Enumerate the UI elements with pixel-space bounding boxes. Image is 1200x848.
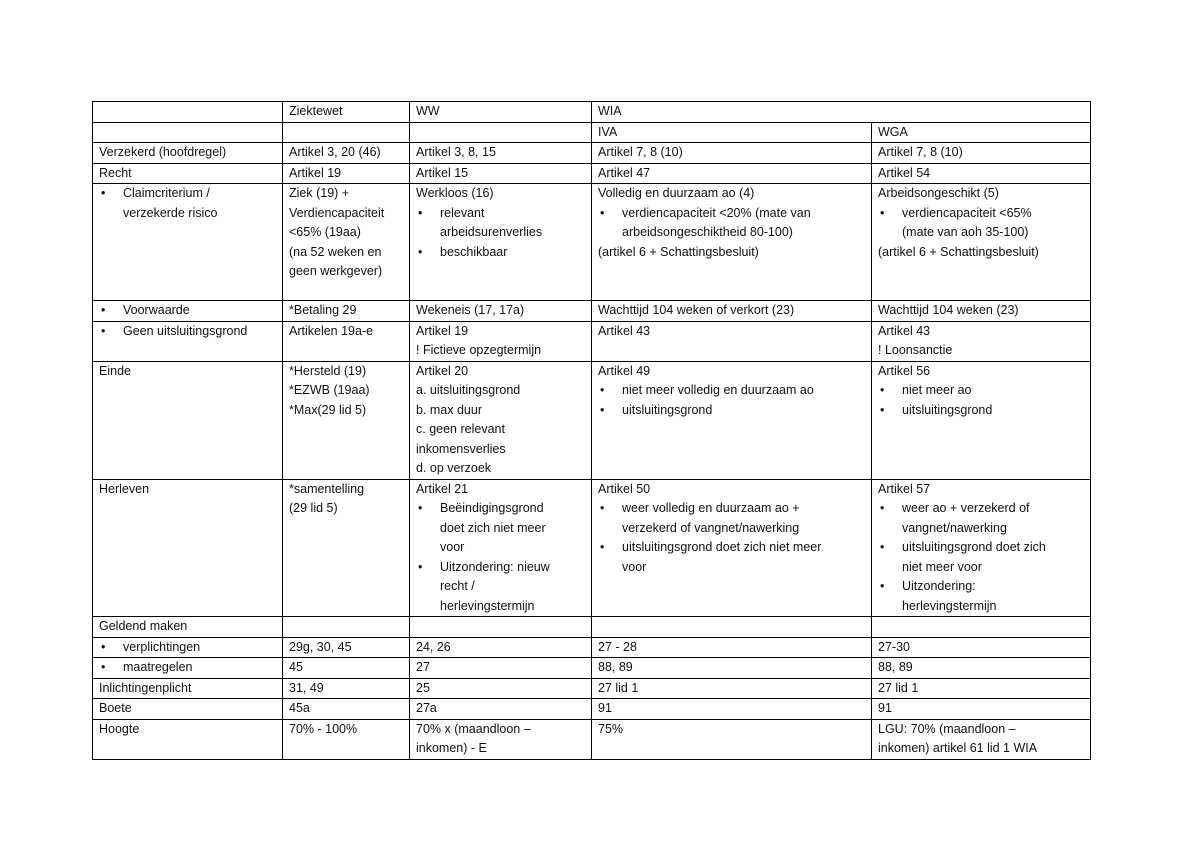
table-cell: 27 lid 1	[592, 678, 872, 699]
text-line: Artikel 56	[878, 363, 931, 378]
text-line: (artikel 6 + Schattingsbesluit)	[598, 244, 759, 259]
row-label	[93, 637, 283, 658]
table-row	[93, 479, 1091, 617]
table-cell	[410, 361, 592, 479]
row-label: Inlichtingenplicht	[93, 678, 283, 699]
bullet-icon: •	[101, 186, 106, 200]
text-line: relevant	[440, 205, 485, 220]
table-cell: Artikel 43	[592, 321, 872, 361]
text-line: niet meer volledig en duurzaam ao	[622, 383, 814, 397]
text-line: arbeidsurenverlies	[440, 225, 543, 239]
text-line: verplichtingen	[123, 639, 201, 654]
column-header-ww: WW	[410, 102, 592, 123]
table-header-row	[93, 102, 1091, 123]
text-line: verzekerde risico	[123, 205, 218, 220]
bullet-item	[99, 322, 276, 342]
table-row	[93, 678, 1091, 699]
bullet-icon: •	[600, 383, 605, 397]
table-cell	[872, 321, 1091, 361]
row-label	[93, 321, 283, 361]
bullet-icon: •	[600, 402, 605, 417]
bullet-icon: •	[880, 540, 885, 554]
table-cell: 31, 49	[283, 678, 410, 699]
bullet-item	[416, 204, 585, 243]
table-row	[93, 184, 1091, 301]
row-label: Verzekerd (hoofdregel)	[93, 143, 283, 164]
text-line: verdiencapaciteit <65%	[902, 205, 1032, 220]
table-cell: Artikel 7, 8 (10)	[872, 143, 1091, 164]
table-cell	[410, 479, 592, 617]
bullet-item	[878, 204, 1084, 243]
table-cell: 24, 26	[410, 637, 592, 658]
table-cell: 91	[592, 699, 872, 720]
bullet-item	[598, 381, 865, 401]
table-cell	[93, 122, 283, 143]
bullet-item	[878, 401, 1084, 421]
bullet-icon: •	[880, 383, 885, 397]
table-cell: 91	[872, 699, 1091, 720]
text-line: b. max duur	[416, 402, 483, 417]
text-line: <65% (19aa)	[289, 225, 361, 239]
bullet-icon: •	[101, 323, 106, 338]
text-line: vangnet/nawerking	[902, 520, 1007, 535]
table-row	[93, 301, 1091, 322]
table-cell	[283, 479, 410, 617]
text-line: weer ao + verzekerd of	[902, 501, 1030, 515]
bullet-item	[99, 658, 276, 678]
text-line: (29 lid 5)	[289, 501, 338, 515]
bullet-icon: •	[418, 205, 423, 220]
bullet-icon: •	[880, 501, 885, 515]
table-cell	[410, 719, 592, 759]
table-row	[93, 143, 1091, 164]
table-cell: Artikel 3, 8, 15	[410, 143, 592, 164]
table-cell: *Betaling 29	[283, 301, 410, 322]
table-cell: 88, 89	[592, 658, 872, 679]
text-line: *samentelling	[289, 481, 365, 496]
row-label: Herleven	[93, 479, 283, 617]
text-line: Ziek (19) +	[289, 186, 350, 200]
bullet-item	[878, 499, 1084, 538]
bullet-item	[598, 401, 865, 421]
text-line: inkomensverlies	[416, 441, 506, 456]
table-cell	[872, 719, 1091, 759]
row-label	[93, 301, 283, 322]
text-line: *EZWB (19aa)	[289, 383, 370, 397]
table-cell: Wachttijd 104 weken of verkort (23)	[592, 301, 872, 322]
table-cell: Artikel 19	[283, 163, 410, 184]
row-label: Einde	[93, 361, 283, 479]
bullet-icon: •	[418, 559, 423, 574]
text-line: Verdiencapaciteit	[289, 205, 385, 220]
row-label	[93, 184, 283, 301]
table-row	[93, 637, 1091, 658]
bullet-icon: •	[101, 639, 106, 654]
table-cell	[283, 617, 410, 638]
table-row	[93, 658, 1091, 679]
table-cell: Artikel 54	[872, 163, 1091, 184]
table-cell: 27 - 28	[592, 637, 872, 658]
table-cell	[592, 617, 872, 638]
text-line: weer volledig en duurzaam ao +	[622, 501, 800, 515]
text-line: verdiencapaciteit <20% (mate van	[622, 205, 811, 220]
text-line: Uitzondering: nieuw	[440, 559, 550, 574]
text-line: Claimcriterium /	[123, 186, 210, 200]
text-line: niet meer ao	[902, 383, 972, 397]
bullet-item	[416, 243, 585, 263]
text-line: Beëindigingsgrond	[440, 501, 544, 515]
text-line: inkomen) - E	[416, 741, 487, 755]
table-row	[93, 699, 1091, 720]
text-line: niet meer voor	[902, 559, 982, 574]
text-line: Artikel 20	[416, 363, 469, 378]
bullet-icon: •	[101, 660, 106, 674]
text-line: Volledig en duurzaam ao (4)	[598, 186, 755, 200]
row-label: Boete	[93, 699, 283, 720]
table-cell: Artikel 3, 20 (46)	[283, 143, 410, 164]
text-line: doet zich niet meer	[440, 520, 546, 535]
bullet-item	[416, 499, 585, 558]
bullet-icon: •	[418, 501, 423, 515]
text-line: herlevingstermijn	[440, 598, 535, 613]
text-line: maatregelen	[123, 660, 193, 674]
table-row	[93, 617, 1091, 638]
text-line: c. geen relevant	[416, 422, 505, 436]
text-line: (na 52 weken en	[289, 244, 382, 259]
text-line: inkomen) artikel 61 lid 1 WIA	[878, 741, 1038, 755]
table-row	[93, 719, 1091, 759]
bullet-item	[878, 381, 1084, 401]
column-header-iva: IVA	[592, 122, 872, 143]
table-cell	[592, 361, 872, 479]
table-cell	[410, 617, 592, 638]
table-cell: 75%	[592, 719, 872, 759]
bullet-item	[878, 577, 1084, 616]
bullet-item	[99, 184, 276, 223]
bullet-icon: •	[600, 501, 605, 515]
text-line: Arbeidsongeschikt (5)	[878, 186, 999, 200]
row-label: Recht	[93, 163, 283, 184]
text-line: 70% x (maandloon –	[416, 721, 531, 736]
table-cell	[592, 479, 872, 617]
text-line: uitsluitingsgrond doet zich niet meer	[622, 540, 822, 554]
table-cell	[283, 184, 410, 301]
table-cell	[93, 102, 283, 123]
table-cell: 29g, 30, 45	[283, 637, 410, 658]
text-line: Artikel 49	[598, 363, 651, 378]
table-cell	[872, 617, 1091, 638]
table-row	[93, 321, 1091, 361]
text-line: a. uitsluitingsgrond	[416, 383, 521, 397]
bullet-icon: •	[880, 402, 885, 417]
table-cell: Artikel 47	[592, 163, 872, 184]
text-line: Voorwaarde	[123, 303, 190, 317]
bullet-item	[878, 538, 1084, 577]
table-cell: 27	[410, 658, 592, 679]
table-cell: 45a	[283, 699, 410, 720]
column-header-ziektewet: Ziektewet	[283, 102, 410, 123]
table-cell	[283, 361, 410, 479]
comparison-table	[92, 101, 1091, 760]
text-line: Artikel 43	[878, 323, 931, 338]
text-line: Artikel 57	[878, 481, 931, 496]
table-subheader-row	[93, 122, 1091, 143]
table-cell: 27-30	[872, 637, 1091, 658]
row-label: Geldend maken	[93, 617, 283, 638]
table-cell	[410, 122, 592, 143]
bullet-item	[598, 538, 865, 577]
bullet-item	[598, 499, 865, 538]
bullet-item	[99, 301, 276, 321]
table-cell: 70% - 100%	[283, 719, 410, 759]
table-cell: Artikel 15	[410, 163, 592, 184]
bullet-icon: •	[880, 579, 885, 593]
table-cell	[410, 321, 592, 361]
bullet-icon: •	[418, 244, 423, 259]
row-label: Hoogte	[93, 719, 283, 759]
bullet-item	[99, 638, 276, 658]
table-cell: Wekeneis (17, 17a)	[410, 301, 592, 322]
text-line: Geen uitsluitingsgrond	[123, 323, 248, 338]
bullet-item	[598, 204, 865, 243]
text-line: beschikbaar	[440, 244, 508, 259]
table-cell	[872, 479, 1091, 617]
text-line: Artikel 19	[416, 323, 469, 338]
table-cell	[592, 184, 872, 301]
table-row	[93, 163, 1091, 184]
table-cell: Artikelen 19a-e	[283, 321, 410, 361]
table-cell: 45	[283, 658, 410, 679]
text-line: uitsluitingsgrond	[622, 402, 713, 417]
text-line: arbeidsongeschiktheid 80-100)	[622, 225, 793, 239]
text-line: *Hersteld (19)	[289, 363, 367, 378]
text-line: uitsluitingsgrond	[902, 402, 993, 417]
text-line: Artikel 50	[598, 481, 651, 496]
table-cell	[410, 184, 592, 301]
column-header-wia: WIA	[592, 102, 1091, 123]
text-line: (artikel 6 + Schattingsbesluit)	[878, 244, 1039, 259]
table-cell: Wachttijd 104 weken (23)	[872, 301, 1091, 322]
text-line: uitsluitingsgrond doet zich	[902, 540, 1046, 554]
text-line: Uitzondering:	[902, 579, 976, 593]
bullet-icon: •	[600, 205, 605, 220]
text-line: *Max(29 lid 5)	[289, 402, 367, 417]
text-line: d. op verzoek	[416, 461, 492, 475]
table-cell: 27a	[410, 699, 592, 720]
table-cell: 25	[410, 678, 592, 699]
text-line: herlevingstermijn	[902, 598, 997, 613]
text-line: voor	[440, 540, 465, 554]
bullet-icon: •	[880, 205, 885, 220]
text-line: ! Loonsanctie	[878, 343, 953, 357]
table-cell: 27 lid 1	[872, 678, 1091, 699]
bullet-icon: •	[600, 540, 605, 554]
text-line: (mate van aoh 35-100)	[902, 225, 1029, 239]
text-line: geen werkgever)	[289, 264, 383, 278]
text-line: recht /	[440, 579, 475, 593]
table-cell: Artikel 7, 8 (10)	[592, 143, 872, 164]
row-label	[93, 658, 283, 679]
text-line: Werkloos (16)	[416, 186, 494, 200]
table-row	[93, 361, 1091, 479]
text-line: verzekerd of vangnet/nawerking	[622, 520, 800, 535]
text-line: Artikel 21	[416, 481, 469, 496]
text-line: LGU: 70% (maandloon –	[878, 721, 1016, 736]
table-cell	[872, 184, 1091, 301]
column-header-wga: WGA	[872, 122, 1091, 143]
table-cell	[872, 361, 1091, 479]
text-line: voor	[622, 559, 647, 574]
table-cell	[283, 122, 410, 143]
bullet-item	[416, 558, 585, 617]
bullet-icon: •	[101, 303, 106, 317]
text-line: ! Fictieve opzegtermijn	[416, 343, 542, 357]
table-cell: 88, 89	[872, 658, 1091, 679]
